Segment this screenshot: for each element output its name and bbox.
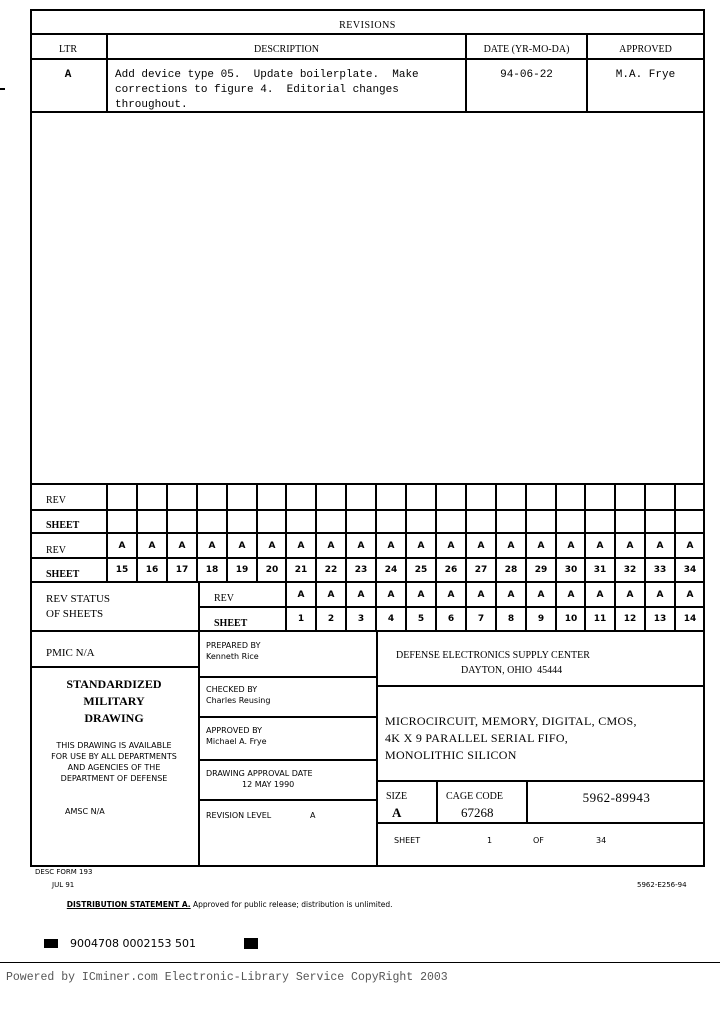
form-date: JUL 91 <box>52 881 75 889</box>
rev-cell: A <box>417 589 425 600</box>
powered-by: Powered by ICminer.com Electronic-Library Service CopyRight 2003 <box>6 971 448 984</box>
rev-cell <box>228 485 256 509</box>
sheet-cell: 15 <box>115 565 129 575</box>
rev-cell <box>497 485 525 509</box>
rev-cell: A <box>297 540 305 551</box>
sheet-cell: 18 <box>205 565 219 575</box>
divider <box>198 676 376 678</box>
sheet-cell: 24 <box>384 565 398 575</box>
divider <box>376 780 705 782</box>
drawing-frame <box>30 9 705 867</box>
label-sheet: SHEET <box>214 618 248 629</box>
divider <box>198 630 200 867</box>
sheet-total: 34 <box>596 836 607 845</box>
divider <box>198 581 200 631</box>
divider <box>376 685 705 687</box>
checked-by-label: CHECKED BY <box>206 685 258 694</box>
rev-cell: A <box>656 540 664 551</box>
rev-cell: A <box>507 589 515 600</box>
sheet-cell: 30 <box>564 565 578 575</box>
sheet-cell: 17 <box>175 565 189 575</box>
rev-cell: A <box>656 589 664 600</box>
sheet-cell <box>258 511 286 532</box>
rev-cell: A <box>327 540 335 551</box>
rev-cell: A <box>477 589 485 600</box>
rev-cell: A <box>537 589 545 600</box>
form-code: 5962-E256-94 <box>637 881 687 889</box>
divider <box>376 822 705 824</box>
approved-by-label: APPROVED BY <box>206 726 263 735</box>
rev-cell <box>168 485 196 509</box>
amsc: AMSC N/A <box>65 807 105 816</box>
label-sheet: SHEET <box>46 520 80 531</box>
rev-cell: A <box>507 540 515 551</box>
header-approved: APPROVED <box>619 44 672 55</box>
title-line-1: MICROCIRCUIT, MEMORY, DIGITAL, CMOS, <box>385 714 637 728</box>
drawing-number: 5962-89943 <box>582 790 651 805</box>
sheet-cell: 3 <box>357 614 365 624</box>
rev-cell <box>646 485 674 509</box>
approval-date: 12 MAY 1990 <box>242 780 295 789</box>
header-ltr: LTR <box>59 44 77 55</box>
barcode-block-right <box>244 938 258 949</box>
pmic: PMIC N/A <box>46 647 95 659</box>
rev-cell: A <box>327 589 335 600</box>
sheet-cell <box>138 511 166 532</box>
sheet-cell: 28 <box>504 565 518 575</box>
form-number: DESC FORM 193 <box>35 868 93 876</box>
rev-cell: A <box>387 589 395 600</box>
sheet-cell: 26 <box>444 565 458 575</box>
revision-level-label: REVISION LEVEL <box>206 811 272 820</box>
rev-cell <box>108 485 136 509</box>
rev-cell <box>287 485 315 509</box>
sheet-cell: 6 <box>447 614 455 624</box>
rev-cell <box>527 485 555 509</box>
divider <box>30 33 705 35</box>
rev-cell <box>557 485 585 509</box>
smd-line-1: STANDARDIZED <box>66 677 162 691</box>
sheet-cell <box>437 511 465 532</box>
sheet-cell: 4 <box>387 614 395 624</box>
rev-cell <box>586 485 614 509</box>
sheet-cell <box>108 511 136 532</box>
divider <box>436 780 438 823</box>
divider <box>30 666 198 668</box>
rev-cell <box>198 485 226 509</box>
rev-cell: A <box>178 540 186 551</box>
sheet-cell: 23 <box>354 565 368 575</box>
sheet-cell <box>527 511 555 532</box>
sheet-cell: 1 <box>297 614 305 624</box>
rev-cell: A <box>626 589 634 600</box>
rev-cell: A <box>537 540 545 551</box>
rev-cell <box>258 485 286 509</box>
availability-line: THIS DRAWING IS AVAILABLE <box>56 741 172 750</box>
rev-cell <box>616 485 644 509</box>
label-rev: REV <box>46 495 66 506</box>
label-of-sheets: OF SHEETS <box>46 608 104 620</box>
sheet-cell <box>586 511 614 532</box>
sheet-cell <box>616 511 644 532</box>
revision-date: 94-06-22 <box>500 69 553 81</box>
sheet-cell <box>317 511 345 532</box>
rev-cell: A <box>626 540 634 551</box>
size-value: A <box>392 805 402 820</box>
sheet-cell: 21 <box>294 565 308 575</box>
revision-description-line: corrections to figure 4. Editorial changes <box>115 84 399 96</box>
barcode-block-left <box>44 939 58 948</box>
rev-cell: A <box>477 540 485 551</box>
sheet-cell <box>377 511 405 532</box>
sheet-cell <box>676 511 704 532</box>
rev-cell: A <box>596 540 604 551</box>
sheet-cell: 20 <box>265 565 279 575</box>
sheet-cell: 12 <box>623 614 637 624</box>
label-rev-status: REV STATUS <box>46 593 111 605</box>
sheet-cell: 11 <box>593 614 607 624</box>
rev-cell <box>407 485 435 509</box>
sheet-cell: 8 <box>507 614 515 624</box>
sheet-cell <box>347 511 375 532</box>
sheet-cell <box>497 511 525 532</box>
divider <box>30 111 705 113</box>
sheet-cell: 16 <box>145 565 159 575</box>
divider <box>198 799 376 801</box>
distribution-text: Approved for public release; distribution is unlimited. <box>190 899 393 909</box>
sheet-cell <box>287 511 315 532</box>
rev-cell <box>467 485 495 509</box>
revision-description-line: throughout. <box>115 99 188 111</box>
sheet-cell: 2 <box>327 614 335 624</box>
rev-cell <box>317 485 345 509</box>
label-sheet: SHEET <box>46 569 80 580</box>
sheet-cell: 5 <box>417 614 425 624</box>
sheet-cell: 14 <box>683 614 697 624</box>
availability-line: AND AGENCIES OF THE <box>67 763 161 772</box>
smd-line-3: DRAWING <box>84 711 144 725</box>
divider <box>376 630 378 867</box>
prepared-by-label: PREPARED BY <box>206 641 261 650</box>
of-label: OF <box>533 836 544 845</box>
barcode-text: 9004708 0002153 501 <box>70 937 196 950</box>
rev-cell: A <box>238 540 246 551</box>
distribution-statement <box>62 893 393 908</box>
label-rev: REV <box>214 593 234 604</box>
size-label: SIZE <box>386 791 408 802</box>
sheet-cell: 33 <box>653 565 667 575</box>
rev-cell: A <box>686 589 694 600</box>
label-rev: REV <box>46 545 66 556</box>
margin-tick <box>0 88 5 90</box>
rev-cell <box>138 485 166 509</box>
rev-cell: A <box>387 540 395 551</box>
approval-date-label: DRAWING APPROVAL DATE <box>206 769 313 778</box>
sheet-cell <box>646 511 674 532</box>
divider <box>198 716 376 718</box>
divider <box>198 759 376 761</box>
rev-cell: A <box>686 540 694 551</box>
availability-line: DEPARTMENT OF DEFENSE <box>60 774 168 783</box>
revision-level: A <box>310 811 316 820</box>
rev-cell <box>437 485 465 509</box>
footer-rule <box>0 962 720 963</box>
approved-by: Michael A. Frye <box>206 737 267 746</box>
agency-line-1: DEFENSE ELECTRONICS SUPPLY CENTER <box>396 650 590 661</box>
rev-cell: A <box>357 589 365 600</box>
sheet-cell <box>168 511 196 532</box>
sheet-cell: 10 <box>564 614 578 624</box>
rev-cell: A <box>208 540 216 551</box>
rev-cell: A <box>268 540 276 551</box>
checked-by: Charles Reusing <box>206 696 271 705</box>
title-line-3: MONOLITHIC SILICON <box>385 748 517 762</box>
rev-cell: A <box>357 540 365 551</box>
revisions-title: REVISIONS <box>339 20 396 31</box>
header-date: DATE (YR-MO-DA) <box>483 44 570 55</box>
revision-description-line: Add device type 05. Update boilerplate. Make <box>115 69 419 81</box>
rev-cell <box>377 485 405 509</box>
rev-cell: A <box>447 589 455 600</box>
rev-cell <box>347 485 375 509</box>
sheet-label: SHEET <box>394 836 421 845</box>
divider <box>30 630 705 632</box>
prepared-by: Kenneth Rice <box>206 652 259 661</box>
rev-cell: A <box>118 540 126 551</box>
revision-ltr: A <box>64 69 72 81</box>
rev-cell: A <box>596 589 604 600</box>
sheet-number: 1 <box>487 836 493 845</box>
sheet-cell: 9 <box>537 614 545 624</box>
sheet-cell: 25 <box>414 565 428 575</box>
cage-code-label: CAGE CODE <box>446 791 503 802</box>
header-description: DESCRIPTION <box>253 44 319 55</box>
rev-cell: A <box>148 540 156 551</box>
sheet-cell: 7 <box>477 614 485 624</box>
availability-line: FOR USE BY ALL DEPARTMENTS <box>51 752 177 761</box>
rev-cell <box>676 485 704 509</box>
sheet-cell <box>557 511 585 532</box>
sheet-cell: 32 <box>623 565 637 575</box>
sheet-cell: 13 <box>653 614 667 624</box>
agency-line-2: DAYTON, OHIO 45444 <box>461 665 563 676</box>
title-line-2: 4K X 9 PARALLEL SERIAL FIFO, <box>385 731 569 745</box>
sheet-cell: 34 <box>683 565 697 575</box>
distribution-label: DISTRIBUTION STATEMENT A. <box>66 899 191 909</box>
rev-cell: A <box>567 540 575 551</box>
sheet-cell <box>407 511 435 532</box>
smd-line-2: MILITARY <box>83 694 145 708</box>
sheet-cell <box>198 511 226 532</box>
sheet-cell <box>228 511 256 532</box>
sheet-cell: 31 <box>593 565 607 575</box>
rev-cell: A <box>447 540 455 551</box>
divider <box>30 58 705 60</box>
revision-approved: M.A. Frye <box>615 69 676 81</box>
rev-cell: A <box>417 540 425 551</box>
cage-code: 67268 <box>461 805 494 820</box>
rev-cell: A <box>297 589 305 600</box>
rev-cell: A <box>567 589 575 600</box>
sheet-cell: 19 <box>235 565 249 575</box>
sheet-cell <box>467 511 495 532</box>
sheet-cell: 29 <box>534 565 548 575</box>
sheet-cell: 27 <box>474 565 488 575</box>
sheet-cell: 22 <box>324 565 338 575</box>
